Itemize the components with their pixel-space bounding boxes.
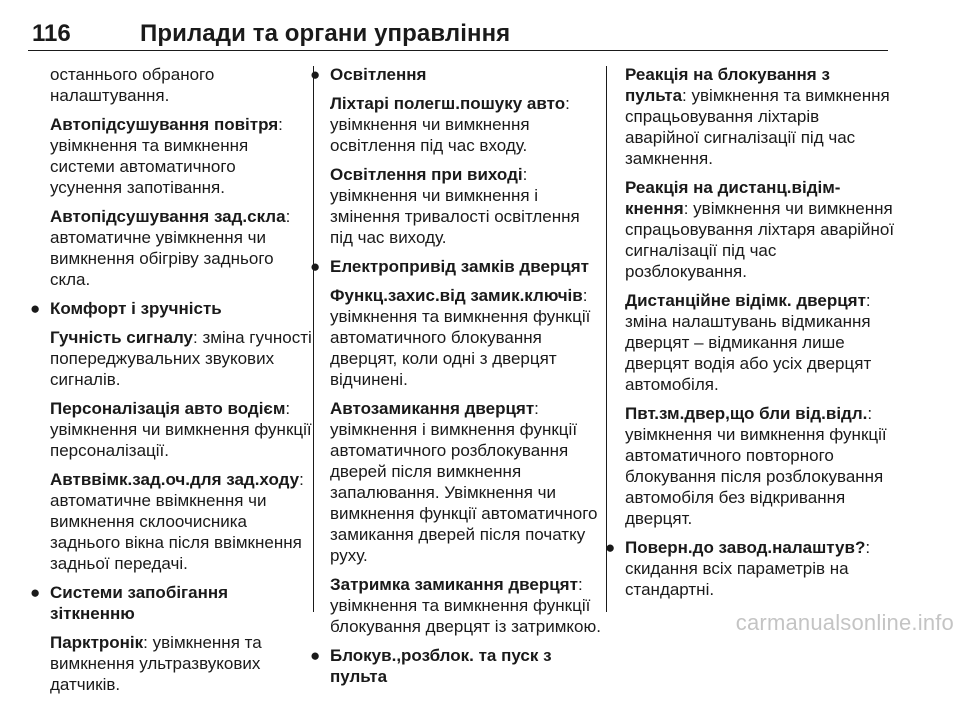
setting-entry: Гучність сигналу: зміна гучності попереджувальних звукових сигналів. bbox=[50, 328, 312, 389]
setting-entry: Автввімк.зад.оч.для зад.ходу: автоматичне ввімкнення чи вимкнення склоочисника заднього вікна після ввімкнення задньої передачі. bbox=[50, 470, 304, 573]
setting-entry: Затримка замикання дверцят: увімкнення та вимкнення функції блокування дверцят із затримкою. bbox=[330, 575, 601, 636]
header-rule bbox=[28, 50, 888, 51]
setting-term: Автввімк.зад.оч.для зад.ходу bbox=[50, 470, 300, 489]
setting-term: Поверн.до завод.налаштув? bbox=[625, 538, 866, 557]
setting-entry: Пвт.зм.двер,що бли від.відл.: увімкнення чи вимкнення функції автоматичного повторного блокування після розблокування автомобіля без відкривання дверцят. bbox=[625, 404, 887, 528]
setting-entry: Реакція на блокування з пульта: увімкнення та вимкнення спрацьовування ліхтарів аварійної сигналізації під час замкнення. bbox=[625, 65, 890, 168]
section-bullet: ● Поверн.до завод.налаштув?: скидання всіх параметрів на стандартні. bbox=[605, 538, 871, 599]
bullet-icon: ● bbox=[310, 65, 321, 84]
column-2 bbox=[310, 64, 602, 695]
section-bullet: ● Блокув.,розблок. та пуск з пульта bbox=[310, 646, 552, 686]
watermark: carmanualsonline.info bbox=[735, 610, 954, 635]
column-3 bbox=[605, 64, 895, 608]
setting-entry: Автопідсушування зад.скла: автоматичне увімкнення чи вимкнення обігріву заднього скла. bbox=[50, 207, 291, 289]
setting-term: Автозамикання дверцят bbox=[330, 399, 535, 418]
setting-desc: зміна налаштувань відмикання дверцят – відмикання лише дверцят водія або усіх дверцят автомобіля. bbox=[625, 312, 872, 394]
setting-desc: увімкнення та вимкнення спрацьовування ліхтарів аварійної сигналізації під час замкнення. bbox=[625, 86, 890, 168]
setting-desc: увімкнення та вимкнення ультразвукових датчиків. bbox=[50, 633, 262, 694]
setting-entry: Функц.захис.від замик.ключів: увімкнення та вимкнення функції автоматичного блокування дверцят, коли одні з дверцят відчинені. bbox=[330, 286, 591, 389]
setting-entry: Освітлення при виході: увімкнення чи вимкнення і змінення тривалості освітлення під час виходу. bbox=[330, 165, 580, 247]
setting-term: Освітлення при виході bbox=[330, 165, 523, 184]
setting-entry: Автозамикання дверцят: увімкнення і вимкнення функції автоматичного розблокування дверей після вимкнення запалювання. Увімкнення чи вимкнення функції автоматичного замикання дверей після початку руху. bbox=[330, 399, 598, 565]
setting-entry: Ліхтарі полегш.пошуку авто: увімкнення чи вимкнення освітлення під час входу. bbox=[330, 94, 570, 155]
paragraph: останнього обраного налаштування. bbox=[50, 65, 215, 105]
setting-entry: Автопідсушування повітря: увімкнення та вимкнення системи автоматичного усунення запотівання. bbox=[50, 115, 283, 197]
page-header bbox=[28, 20, 888, 54]
section-bullet: ● Системи запобігання зіткненню bbox=[30, 583, 229, 623]
setting-desc: скидання всіх параметрів на стандартні. bbox=[625, 559, 849, 599]
setting-desc: увімкнення і вимкнення функції автоматичного розблокування дверей після вимкнення запалювання. Увімкнення чи вимкнення функції автоматичного замикання дверей після початку руху. bbox=[330, 420, 598, 565]
page-number: 116 bbox=[32, 20, 71, 47]
section-bullet: ● Електропривід замків дверцят bbox=[310, 257, 589, 276]
setting-desc: увімкнення чи вимкнення освітлення під час входу. bbox=[330, 115, 530, 155]
bullet-icon: ● bbox=[30, 299, 41, 318]
setting-term: Реакція на блокування з пульта bbox=[625, 65, 830, 105]
setting-desc: автоматичне увімкнення чи вимкнення обігріву заднього скла. bbox=[50, 228, 274, 289]
setting-term: Ліхтарі полегш.пошуку авто bbox=[330, 94, 566, 113]
setting-entry: Дистанційне відімк. дверцят: зміна налаштувань відмикання дверцят – відмикання лише дверцят водія або усіх дверцят автомобіля. bbox=[625, 291, 872, 394]
setting-desc: зміна гучності попереджувальних звукових сигналів. bbox=[50, 328, 312, 389]
setting-entry: Персоналізація авто водієм: увімкнення чи вимкнення функції персоналізації. bbox=[50, 399, 312, 460]
setting-desc: увімкнення чи вимкнення функції автоматичного повторного блокування після розблокування автомобіля без відкривання дверцят. bbox=[625, 425, 887, 528]
setting-desc: увімкнення чи вимкнення функції персоналізації. bbox=[50, 420, 312, 460]
setting-term: Гучність сигналу bbox=[50, 328, 193, 347]
setting-entry: Реакція на дистанц.відім-кнення: увімкнення чи вимкнення спрацьовування ліхтаря аварійної сигналізації під час розблокування. bbox=[625, 178, 895, 281]
setting-term: Парктронік bbox=[50, 633, 144, 652]
bullet-icon: ● bbox=[310, 646, 321, 665]
setting-term: Пвт.зм.двер,що бли від.відл. bbox=[625, 404, 868, 423]
setting-term: Функц.захис.від замик.ключів bbox=[330, 286, 583, 305]
section-bullet: ● Освітлення bbox=[310, 65, 427, 84]
column-1 bbox=[30, 64, 312, 703]
setting-desc: увімкнення та вимкнення системи автоматичного усунення запотівання. bbox=[50, 136, 249, 197]
setting-term: Автопідсушування повітря bbox=[50, 115, 279, 134]
setting-term: Дистанційне відімк. дверцят bbox=[625, 291, 866, 310]
page-title: Прилади та органи управління bbox=[140, 20, 511, 47]
setting-term: Автопідсушування зад.скла bbox=[50, 207, 286, 226]
setting-term: Затримка замикання дверцят bbox=[330, 575, 578, 594]
setting-desc: увімкнення та вимкнення функції автоматичного блокування дверцят, коли одні з дверцят відчинені. bbox=[330, 307, 591, 389]
column-divider-2 bbox=[606, 66, 607, 612]
bullet-icon: ● bbox=[310, 257, 321, 276]
setting-desc: увімкнення чи вимкнення спрацьовування ліхтаря аварійної сигналізації під час розблокування. bbox=[625, 199, 895, 281]
setting-term: Персоналізація авто водієм bbox=[50, 399, 286, 418]
bullet-icon: ● bbox=[30, 583, 41, 602]
section-bullet: ● Комфорт і зручність bbox=[30, 299, 222, 318]
setting-desc: увімкнення чи вимкнення і змінення тривалості освітлення під час виходу. bbox=[330, 186, 580, 247]
setting-entry: Парктронік: увімкнення та вимкнення ультразвукових датчиків. bbox=[50, 633, 262, 694]
setting-desc: увімкнення та вимкнення функції блокування дверцят із затримкою. bbox=[330, 596, 601, 636]
setting-desc: автоматичне ввімкнення чи вимкнення склоочисника заднього вікна після ввімкнення задньої передачі. bbox=[50, 491, 302, 573]
column-divider-1 bbox=[313, 66, 314, 612]
bullet-icon: ● bbox=[605, 538, 616, 557]
setting-term: Реакція на дистанц.відім-кнення bbox=[625, 178, 841, 218]
